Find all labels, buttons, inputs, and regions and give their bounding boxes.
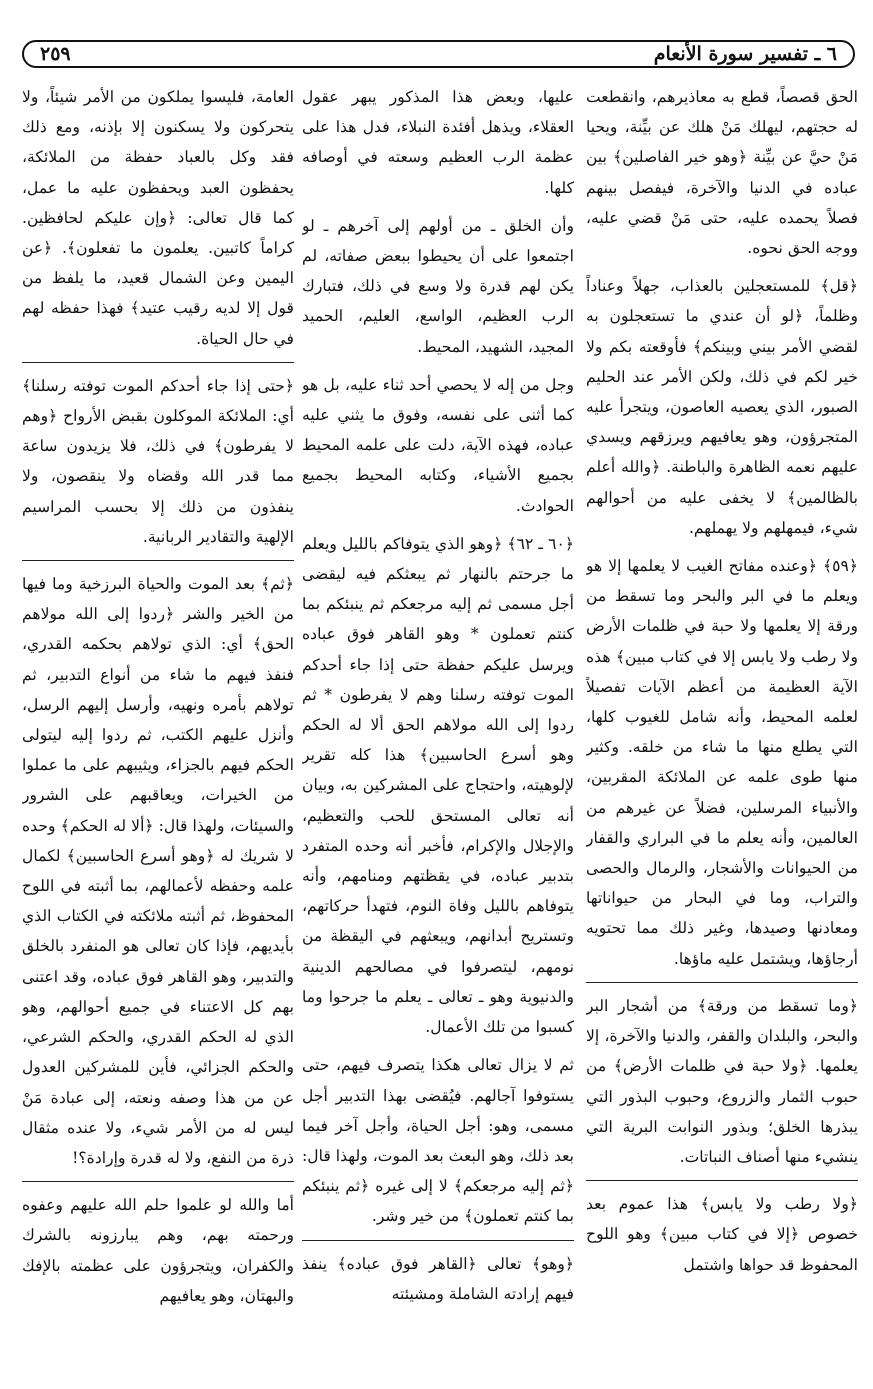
paragraph: وجل من إله لا يحصي أحد ثناء عليه، بل هو كما أثنى على نفسه، وفوق ما يثني عليه عباده، فهذه الآية، دلت على علمه المحيط بجميع الأشياء، وكتابه المحيط بجميع الحوادث. bbox=[302, 375, 574, 515]
paragraph: الحق قصصاً، قطع به معاذيرهم، وانقطعت له حجتهم، ليهلك مَنْ هلك عن بيِّنة، ويحيا مَنْ حيَّ عن بيِّنة ﴿وهو خير الفاصلين﴾ بين عباده في الدنيا والآخرة، فيفصل بينهم فصلاً يحمده عليه، حتى مَنْ قضي عليه، ووجه الحق نحوه. bbox=[586, 88, 858, 258]
section-divider bbox=[22, 560, 294, 561]
paragraph: أما والله لو علموا حلم الله عليهم وعفوه ورحمته بهم، وهم يبارزونه بالشرك والكفران، ويتجرؤون على عظمته بالإفك والبهتان، وهو يعافيهم bbox=[22, 1196, 294, 1305]
text-column-right bbox=[586, 82, 858, 1377]
text-column-left bbox=[22, 82, 294, 1377]
paragraph: ثم لا يزال تعالى هكذا يتصرف فيهم، حتى يستوفوا آجالهم. فيُقضى بهذا التدبير أجل مسمى، وهو: أجل الحياة، وأجل آخر فيما بعد ذلك، وهو البعث بعد الموت، ولهذا قال: ﴿ثم إليه مرجعكم﴾ لا إلى غيره ﴿ثم ينبئكم بما كنتم تعملون﴾ من خير وشر. bbox=[302, 1056, 574, 1226]
section-divider bbox=[22, 362, 294, 363]
page-number: ٢٥٩ bbox=[40, 43, 71, 65]
paragraph: العامة، فليسوا يملكون من الأمر شيئاً، ولا يتحركون ولا يسكنون إلا بإذنه، ومع ذلك فقد وكل بالعباد حفظة من الملائكة، يحفظون العبد ويحفظون عليه ما عمل، كما قال تعالى: ﴿وإن عليكم لحافظين. كراماً كاتبين. يعلمون ما تفعلون﴾. ﴿عن اليمين وعن الشمال قعيد، ما يلفظ من قول إلا لديه رقيب عتيد﴾ فهذا حفظه لهم في حال الحياة. bbox=[22, 88, 294, 348]
paragraph: ﴿٥٩﴾ ﴿وعنده مفاتح الغيب لا يعلمها إلا هو ويعلم ما في البر والبحر وما تسقط من ورقة إلا يعلمها ولا حبة في ظلمات الأرض ولا رطب ولا يابس إلا في كتاب مبين﴾ هذه الآية العظيمة من أعظم الآيات تفصيلاً لعلمه المحيط، وأنه شامل للغيوب كلها، التي يطلع منها ما شاء من خلقه. وكثير منها طوى علمه عن الملائكة المقربين، والأنبياء المرسلين، فضلاً عن غيرهم من العالمين، وأنه يعلم ما في البراري والقفار من الحيوانات والأشجار، والرمال والحصى والتراب، وما في البحار من حيواناتها ومعادنها وصيدها، وغير ذلك مما تحتويه أرجاؤها، ويشتمل عليه ماؤها. bbox=[586, 557, 858, 968]
paragraph: عليها، وبعض هذا المذكور يبهر عقول العقلاء، ويذهل أفئدة النبلاء، فدل هذا على عظمة الرب العظيم وسعته في أوصافه كلها. bbox=[302, 88, 574, 197]
section-divider bbox=[302, 1240, 574, 1241]
paragraph: ﴿وما تسقط من ورقة﴾ من أشجار البر والبحر، والبلدان والقفر، والدنيا والآخرة، إلا يعلمها. ﴿ولا حبة في ظلمات الأرض﴾ من حبوب الثمار والزروع، وحبوب البذور التي يبذرها الخلق؛ وبذور النوابت البرية التي ينشيء منها أصناف النباتات. bbox=[586, 996, 858, 1166]
paragraph: ﴿٦٠ ـ ٦٢﴾ ﴿وهو الذي يتوفاكم بالليل ويعلم ما جرحتم بالنهار ثم يبعثكم فيه ليقضى أجل مسمى ثم إليه مرجعكم ثم ينبئكم بما كنتم تعملون * وهو القاهر فوق عباده ويرسل عليكم حفظة حتى إذا جاء أحدكم الموت توفته رسلنا وهم لا يفرطون * ثم ردوا إلى الله مولاهم الحق ألا له الحكم وهو أسرع الحاسبين﴾ هذا كله تقرير لإلوهيته، واحتجاج على المشركين به، وبيان أنه تعالى المستحق للحب والتعظيم، والإجلال والإكرام، فأخبر أنه وحده المتفرد بتدبير عباده، في يقظتهم ومنامهم، وأنه يتوفاهم بالليل وفاة النوم، فتهدأ حركاتهم، وتستريح أبدانهم، ويبعثهم في اليقظة من نومهم، ليتصرفوا في مصالحهم الدينية والدنيوية وهو ـ تعالى ـ يعلم ما جرحوا وما كسبوا من تلك الأعمال. bbox=[302, 534, 574, 1037]
section-divider bbox=[22, 1181, 294, 1182]
paragraph: ﴿ولا رطب ولا يابس﴾ هذا عموم بعد خصوص ﴿إلا في كتاب مبين﴾ وهو اللوح المحفوظ قد حواها واشتمل bbox=[586, 1195, 858, 1274]
running-title: ٦ ـ تفسير سورة الأنعام bbox=[653, 43, 837, 65]
paragraph: ﴿ثم﴾ بعد الموت والحياة البرزخية وما فيها من الخير والشر ﴿ردوا إلى الله مولاهم الحق﴾ أي: الذي تولاهم بحكمه القدري، فنفذ فيهم ما شاء من أنواع التدبير، ثم تولاهم بأمره ونهيه، وأرسل إليهم الرسل، وأنزل عليهم الكتب، ثم ردوا إليه ليتولى الحكم فيهم بالجزاء، ويثيبهم على ما عملوا من الخيرات، ويعاقبهم على الشرور والسيئات، ولهذا قال: ﴿ألا له الحكم﴾ وحده لا شريك له ﴿وهو أسرع الحاسبين﴾ لكمال علمه وحفظه لأعمالهم، بما أثبته في اللوح المحفوظ، ثم أثبته ملائكته في الكتاب الذي بأيديهم، فإذا كان تعالى هو المنفرد بالخلق والتدبير، وهو القاهر فوق عباده، وقد اعتنى بهم كل الاعتناء في جميع أحوالهم، وهو الذي له الحكم القدري، والحكم الشرعي، والحكم الجزائي، فأين للمشركين العدول عن من هذا وصفه ونعته، إلى عبادة مَنْ ليس له من الأمر شيء، ولا عنده مثقال ذرة من النفع، ولا له قدرة وإرادة؟! bbox=[22, 575, 294, 1167]
text-column-middle bbox=[302, 82, 574, 1377]
paragraph: ﴿قل﴾ للمستعجلين بالعذاب، جهلاً وعناداً وظلماً، ﴿لو أن عندي ما تستعجلون به لقضي الأمر بيني وبينكم﴾ فأوقعته بكم ولا خير لكم في ذلك، ولكن الأمر عند الحليم الصبور، الذي يعصيه العاصون، ويتجرأ عليه المتجرؤون، وهو يعافيهم ويرزقهم ويسدي عليهم نعمه الظاهرة والباطنة. ﴿والله أعلم بالظالمين﴾ لا يخفى عليه من أحوالهم شيء، فيمهلهم ولا يهملهم. bbox=[586, 277, 858, 537]
section-divider bbox=[586, 1180, 858, 1181]
section-divider bbox=[586, 982, 858, 983]
paragraph: وأن الخلق ـ من أولهم إلى آخرهم ـ لو اجتمعوا على أن يحيطوا ببعض صفاته، لم يكن لهم قدرة ولا وسع في ذلك، فتبارك الرب العظيم، الواسع، العليم، الحميد المجيد، الشهيد، المحيط. bbox=[302, 216, 574, 356]
paragraph: ﴿وهو﴾ تعالى ﴿القاهر فوق عباده﴾ ينفذ فيهم إرادته الشاملة ومشيئته bbox=[302, 1254, 574, 1303]
paragraph: ﴿حتى إذا جاء أحدكم الموت توفته رسلنا﴾ أي: الملائكة الموكلون بقبض الأرواح ﴿وهم لا يفرطون﴾ في ذلك، فلا يزيدون ساعة مما قدر الله وقضاه ولا ينقصون، ولا ينفذون من ذلك إلا بحسب المراسيم الإلهية والتقادير الربانية. bbox=[22, 376, 294, 546]
page-header bbox=[22, 40, 855, 68]
